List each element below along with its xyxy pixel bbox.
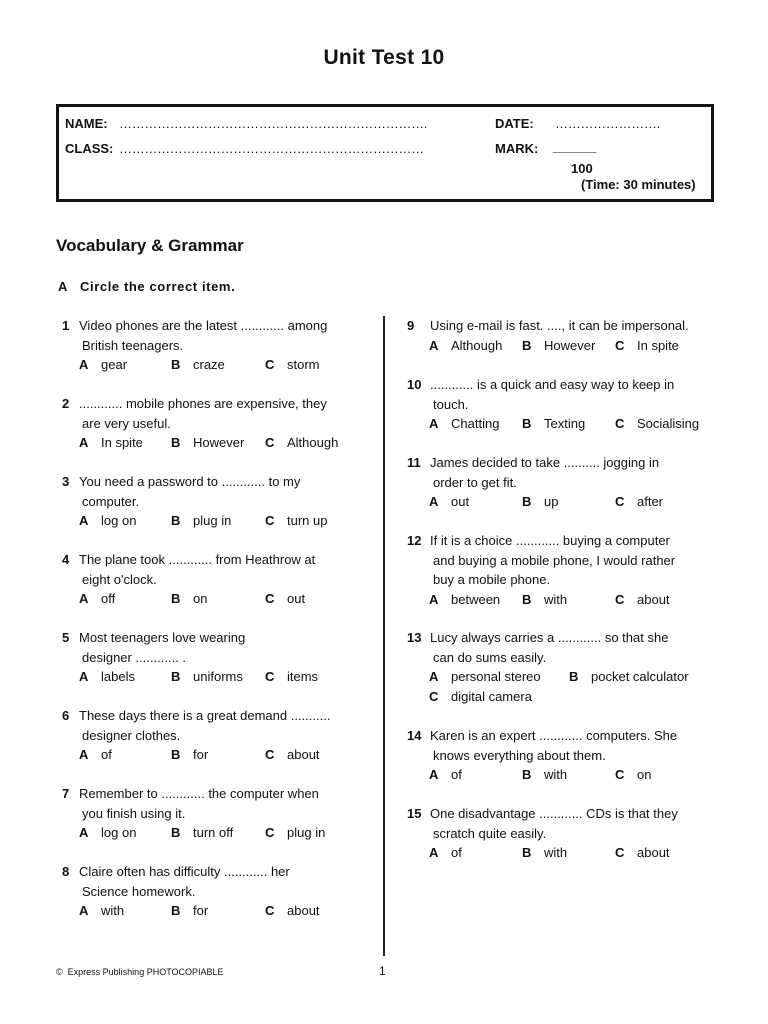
option-text: gear [101,357,128,372]
option-c[interactable] [615,765,651,785]
option-letter: C [615,494,625,509]
question-stem-line: Claire often has difficulty ............ her [79,864,290,879]
option-a[interactable] [79,589,115,609]
name-label: NAME: [65,116,108,131]
question-stem [430,628,668,667]
option-text: about [637,845,670,860]
option-text: on [193,591,208,606]
option-text: plug in [193,513,232,528]
page-number: 1 [379,964,386,978]
option-letter: C [265,903,275,918]
option-a[interactable] [429,843,462,863]
option-text: Texting [544,416,586,431]
option-letter: B [171,669,181,684]
option-text: out [287,591,306,606]
question-stem-line: touch. [433,396,469,412]
instruction [58,279,235,294]
option-text: with [101,903,125,918]
question-number: 14 [407,728,422,743]
question-stem-line: ............ mobile phones are expensive, they [79,396,327,411]
option-c[interactable] [265,589,305,609]
option-letter: A [429,494,439,509]
option-text: turn up [287,513,328,528]
option-text: after [637,494,664,509]
question-stem [79,472,300,511]
question-number: 5 [62,630,70,645]
option-letter: C [265,747,275,762]
option-a[interactable] [79,511,136,531]
option-b[interactable] [171,901,208,921]
option-text: Socialising [637,416,700,431]
question-number: 11 [407,455,421,470]
option-letter: B [171,513,181,528]
page-title: Unit Test 10 [323,46,445,69]
option-letter: A [79,357,89,372]
student-info-box [56,104,714,202]
option-letter: C [615,845,625,860]
option-text: with [544,591,568,607]
option-letter: A [79,591,89,606]
option-letter: B [171,435,181,450]
question-stem-line: can do sums easily. [433,649,547,665]
option-letter: B [171,591,181,606]
option-text: with [544,767,568,782]
option-text: digital camera [451,688,532,704]
option-text: log on [101,825,137,840]
question-stem-line: Lucy always carries a ............ so that she [430,630,669,645]
option-letter: B [522,416,532,431]
option-text: In spite [637,337,679,353]
option-letter: C [615,767,625,782]
mark-total: 100 [571,161,593,176]
option-text: labels [101,669,135,684]
option-letter: A [79,435,89,450]
option-letter: C [265,513,275,528]
option-text: Although [451,337,503,353]
option-text: However [193,435,245,450]
option-text: However [544,337,596,353]
option-b[interactable] [171,745,208,765]
option-letter: C [265,435,275,450]
question-number: 7 [62,786,70,801]
question-number: 4 [62,552,70,567]
question-stem [79,550,315,589]
option-text: for [193,903,209,918]
date-label: DATE: [495,116,534,131]
option-b[interactable] [171,589,207,609]
question-stem-line: British teenagers. [82,337,184,353]
option-c[interactable] [265,433,338,453]
question-number: 8 [62,864,70,879]
question-stem-line: you finish using it. [82,805,186,821]
option-a[interactable] [79,433,143,453]
question-stem-line: order to get fit. [433,474,517,490]
question-number: 10 [407,377,422,392]
question-stem [79,706,330,745]
section-title: Vocabulary & Grammar [56,236,244,255]
question-stem [79,316,327,355]
date-field-dots: ……………………. [555,116,660,131]
question-number: 12 [407,533,422,548]
question-stem [430,726,677,765]
question-stem-line: scratch quite easily. [433,825,547,841]
option-text: plug in [287,825,326,840]
question-stem [79,862,290,901]
option-c[interactable] [615,492,663,512]
question-stem-line: If it is a choice ............ buying a computer [430,533,670,548]
question-number: 15 [407,806,422,821]
option-letter: A [429,767,439,782]
question-stem-line: Karen is an expert ............ computers. She [430,728,678,743]
option-text: log on [101,513,137,528]
option-letter: C [265,669,275,684]
option-letter: C [615,416,625,431]
instruction-text: Circle the correct item. [80,279,236,294]
option-c[interactable] [265,901,320,921]
option-text: Although [287,435,339,450]
option-a[interactable] [429,590,500,610]
option-b[interactable] [522,765,567,785]
time-limit: (Time: 30 minutes) [581,177,696,192]
question-stem [79,394,327,433]
option-letter: A [79,513,89,528]
column-divider [383,316,385,956]
name-field-dots: ………………………………………………………………. [119,116,428,131]
option-text: up [544,494,559,509]
question-stem-line: ............ is a quick and easy way to keep in [430,377,675,392]
option-a[interactable] [429,765,462,785]
question-stem [430,453,659,492]
option-letter: B [171,747,181,762]
question-stem-line: buy a mobile phone. [433,572,551,587]
question-stem-line: These days there is a great demand ........... [79,708,331,723]
option-text: for [193,747,209,762]
option-a[interactable] [79,745,112,765]
option-a[interactable] [79,901,124,921]
footer-copyright [56,967,224,977]
class-label: CLASS: [65,141,114,156]
question-stem-line: computer. [82,493,140,509]
option-letter: C [265,825,275,840]
option-letter: A [429,845,439,860]
question-stem-line: and buying a mobile phone, I would rather [433,552,676,568]
option-text: personal stereo [451,669,541,684]
question-stem-line: Video phones are the latest ............ among [79,318,328,333]
option-b[interactable] [522,590,567,610]
mark-label: MARK: [495,141,539,156]
mark-blank: ______ [553,139,597,154]
question-stem-line: One disadvantage ............ CDs is that they [430,806,678,821]
option-c[interactable] [615,336,679,356]
class-field-dots: ……………………………………………………………… [119,141,424,156]
option-a[interactable] [429,414,499,434]
question-stem [430,804,678,843]
option-letter: A [79,903,89,918]
option-letter: C [265,591,275,606]
option-letter: B [522,337,532,353]
option-c[interactable] [265,667,318,687]
option-text: about [287,903,320,918]
option-letter: B [522,591,532,607]
option-b[interactable] [171,823,233,843]
option-c[interactable] [615,843,670,863]
question-stem-line: You need a password to ............ to my [79,474,301,489]
question-stem-line: Remember to ............ the computer when [79,786,319,801]
option-b[interactable] [171,667,243,687]
question-number: 3 [62,474,70,489]
option-letter: C [429,688,439,704]
question-number: 9 [407,318,415,333]
question-stem-line: knows everything about them. [433,747,606,763]
option-b[interactable] [171,433,244,453]
option-text: Chatting [451,416,500,431]
question-stem [430,531,675,590]
option-letter: A [429,337,439,353]
question-stem-line: The plane took ............ from Heathrow at [79,552,316,567]
option-c[interactable] [265,355,320,375]
option-text: off [101,591,116,606]
option-text: storm [287,357,320,372]
option-text: of [451,845,462,860]
option-text: turn off [193,825,234,840]
option-letter: A [79,825,89,840]
option-letter: A [79,747,89,762]
option-text: between [451,591,501,607]
option-text: with [544,845,568,860]
option-c[interactable] [429,687,532,707]
question-stem-line: Most teenagers love wearing [79,630,246,645]
instruction-letter: A [58,279,68,294]
question-stem [79,628,245,667]
option-a[interactable] [429,336,502,356]
option-text: craze [193,357,225,372]
question-stem-line: James decided to take .......... jogging in [430,455,660,470]
option-letter: B [171,903,181,918]
option-b[interactable] [522,336,595,356]
option-letter: A [429,591,439,607]
question-stem-line: Science homework. [82,883,196,899]
option-b[interactable] [171,511,231,531]
option-a[interactable] [429,492,469,512]
option-text: of [451,767,462,782]
question-number: 13 [407,630,422,645]
option-c[interactable] [265,823,325,843]
option-text: about [287,747,320,762]
option-letter: B [171,357,181,372]
option-b[interactable] [522,492,558,512]
copyright-icon: © [56,967,63,977]
option-letter: C [615,591,625,607]
option-a[interactable] [79,823,136,843]
option-text: pocket calculator [591,669,689,684]
option-text: on [637,767,652,782]
question-number: 6 [62,708,70,723]
option-text: about [637,591,670,607]
option-letter: C [615,337,625,353]
footer-text: Express Publishing PHOTOCOPIABLE [67,967,224,977]
option-text: uniforms [193,669,243,684]
option-text: out [451,494,470,509]
option-b[interactable] [569,667,689,687]
option-letter: A [429,669,439,684]
option-letter: B [522,494,532,509]
option-letter: A [79,669,89,684]
question-stem [79,784,319,823]
question-stem [430,316,689,336]
option-letter: B [522,845,532,860]
question-stem [430,375,674,414]
option-c[interactable] [265,511,327,531]
option-letter: B [171,825,181,840]
option-a[interactable] [79,355,127,375]
option-letter: A [429,416,439,431]
option-b[interactable] [522,843,567,863]
option-a[interactable] [79,667,135,687]
question-stem-line: designer clothes. [82,727,181,743]
option-text: of [101,747,112,762]
option-c[interactable] [615,414,699,434]
option-letter: B [569,669,579,684]
question-stem-line: eight o'clock. [82,571,157,587]
option-a[interactable] [429,667,541,687]
option-b[interactable] [171,355,225,375]
option-b[interactable] [522,414,585,434]
question-stem-line: Using e-mail is fast. ...., it can be impersonal. [430,318,689,333]
question-number: 2 [62,396,70,411]
option-text: items [287,669,319,684]
option-letter: C [265,357,275,372]
question-number: 1 [62,318,70,333]
option-letter: B [522,767,532,782]
question-stem-line: designer ............ . [82,649,187,665]
option-text: In spite [101,435,143,450]
option-c[interactable] [615,590,670,610]
option-c[interactable] [265,745,320,765]
question-stem-line: are very useful. [82,415,171,431]
